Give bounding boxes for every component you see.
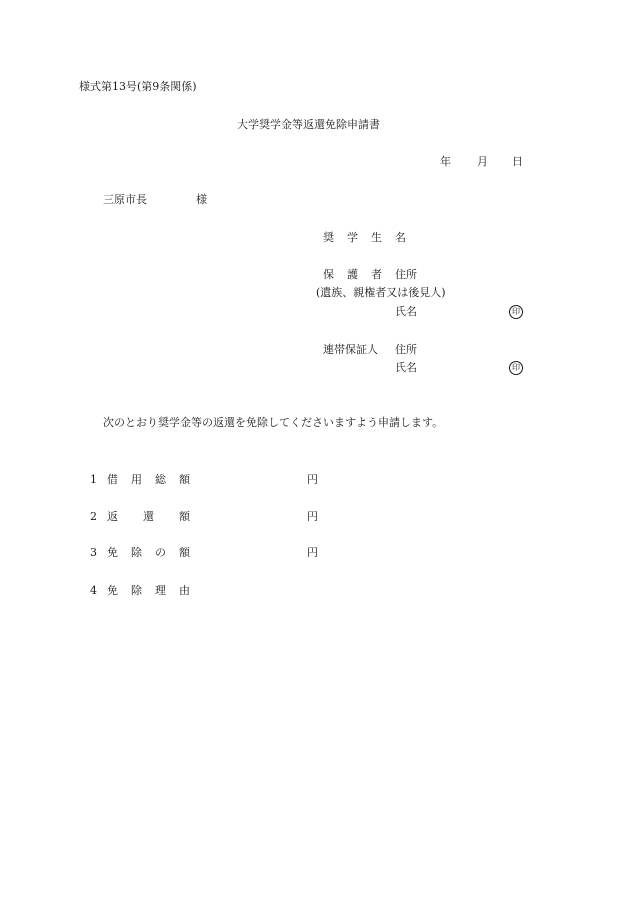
guardian-address-label: 住所 [395,268,417,281]
guardian-seal-icon: 印 [509,305,523,319]
addressee-honorific: 様 [196,193,207,206]
item-3-label-3: の [155,546,166,559]
item-1-label-4: 額 [179,473,190,486]
date-month: 月 [477,155,488,168]
item-3-label-1: 免 [107,546,118,559]
guardian-name-label: 氏名 [395,305,417,318]
guardian-label-1: 保 [323,268,334,281]
item-2-label-1: 返 [107,510,118,523]
guarantor-seal-icon: 印 [509,361,523,375]
form-number: 様式第13号(第9条関係) [79,80,197,93]
item-2-label-2: 還 [143,510,154,523]
item-4-label-3: 理 [155,584,166,597]
item-4-label-4: 由 [179,584,190,597]
document-title: 大学奨学金等返還免除申請書 [237,118,380,131]
item-2-unit: 円 [307,510,318,523]
item-1-label-1: 借 [107,473,118,486]
item-4-label-1: 免 [107,584,118,597]
student-name-label-4: 名 [395,231,406,244]
guarantor-address-label: 住所 [395,343,417,356]
guarantor-label: 連帯保証人 [323,343,378,356]
item-3-label-4: 額 [179,546,190,559]
student-name-label-1: 奨 [323,231,334,244]
guarantor-name-label: 氏名 [395,361,417,374]
item-1-unit: 円 [307,473,318,486]
item-3-number: 3 [90,546,97,559]
item-2-label-3: 額 [179,510,190,523]
item-1-label-3: 総 [155,473,166,486]
guardian-label-3: 者 [371,268,382,281]
item-1-label-2: 用 [131,473,142,486]
item-3-unit: 円 [307,546,318,559]
date-day: 日 [512,155,523,168]
date-year: 年 [440,155,451,168]
application-statement: 次のとおり奨学金等の返還を免除してくださいますよう申請します。 [103,416,444,429]
item-4-label-2: 除 [131,584,142,597]
student-name-label-3: 生 [371,231,382,244]
item-4-number: 4 [90,584,97,597]
item-3-label-2: 除 [131,546,142,559]
student-name-label-2: 学 [347,231,358,244]
guardian-label-2: 護 [347,268,358,281]
guardian-note: (遺族、親権者又は後見人) [316,286,446,299]
item-2-number: 2 [90,510,97,523]
addressee-name: 三原市長 [103,193,147,206]
item-1-number: 1 [90,473,97,486]
